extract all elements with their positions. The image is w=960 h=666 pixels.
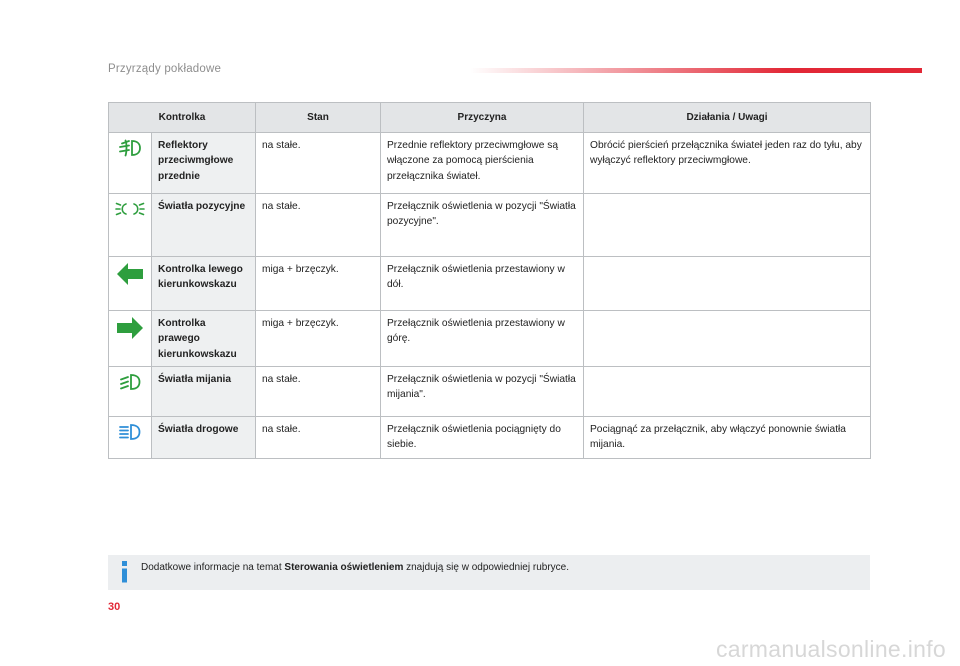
indicator-cause: Przełącznik oświetlenia przestawiony w górę. (381, 311, 584, 367)
info-text (141, 562, 569, 573)
column-header-state: Stan (256, 103, 381, 133)
page-number: 30 (108, 601, 121, 613)
indicator-state: na stałe. (256, 194, 381, 257)
indicator-name: Światła pozycyjne (152, 194, 256, 257)
table-row (109, 257, 871, 311)
indicator-action (584, 194, 871, 257)
indicator-action: Obrócić pierścień przełącznika świateł jeden raz do tyłu, aby wyłączyć reflektory przeciwmgłowe. (584, 133, 871, 194)
indicator-state: na stałe. (256, 417, 381, 459)
indicator-cause: Przełącznik oświetlenia w pozycji "Światła mijania". (381, 367, 584, 417)
table-row (109, 417, 871, 459)
indicator-action (584, 257, 871, 311)
indicator-state: miga + brzęczyk. (256, 257, 381, 311)
table-row (109, 194, 871, 257)
table-row (109, 367, 871, 417)
indicator-table (108, 102, 871, 459)
indicator-name: Reflektory przeciwmgłowe przednie (152, 133, 256, 194)
indicator-cause: Przełącznik oświetlenia przestawiony w dół. (381, 257, 584, 311)
title-accent-rule (470, 68, 922, 73)
section-title: Przyrządy pokładowe (108, 63, 222, 75)
indicator-action (584, 367, 871, 417)
right-turn-signal-icon (116, 316, 144, 345)
info-text-bold: Sterowania oświetleniem (284, 562, 404, 573)
dipped-beam-icon (118, 372, 142, 397)
table-header-row (109, 103, 871, 133)
indicator-name: Światła mijania (152, 367, 256, 417)
watermark: carmanualsonline.info (715, 636, 946, 662)
indicator-cause: Przełącznik oświetlenia pociągnięty do siebie. (381, 417, 584, 459)
column-header-indicator: Kontrolka (109, 103, 256, 133)
indicator-state: miga + brzęczyk. (256, 311, 381, 367)
indicator-name: Kontrolka lewego kierunkowskazu (152, 257, 256, 311)
indicator-cause: Przednie reflektory przeciwmgłowe są włączone za pomocą pierścienia przełącznika świateł. (381, 133, 584, 194)
info-note (108, 555, 870, 590)
info-text-after: znajdują się w odpowiedniej rubryce. (403, 562, 569, 573)
indicator-state: na stałe. (256, 367, 381, 417)
info-text-before: Dodatkowe informacje na temat (141, 562, 285, 573)
table-row (109, 311, 871, 367)
indicator-state: na stałe. (256, 133, 381, 194)
indicator-name: Kontrolka prawego kierunkowskazu (152, 311, 256, 367)
column-header-action: Działania / Uwagi (584, 103, 871, 133)
table-row (109, 133, 871, 194)
left-turn-signal-icon (116, 262, 144, 291)
indicator-cause: Przełącznik oświetlenia w pozycji "Światła pozycyjne". (381, 194, 584, 257)
sidelights-icon (115, 199, 145, 224)
indicator-name: Światła drogowe (152, 417, 256, 459)
indicator-action (584, 311, 871, 367)
info-icon (120, 561, 130, 588)
front-fog-lamp-icon (117, 138, 143, 163)
column-header-cause: Przyczyna (381, 103, 584, 133)
indicator-action: Pociągnąć za przełącznik, aby włączyć ponownie światła mijania. (584, 417, 871, 459)
main-beam-icon (117, 422, 143, 447)
